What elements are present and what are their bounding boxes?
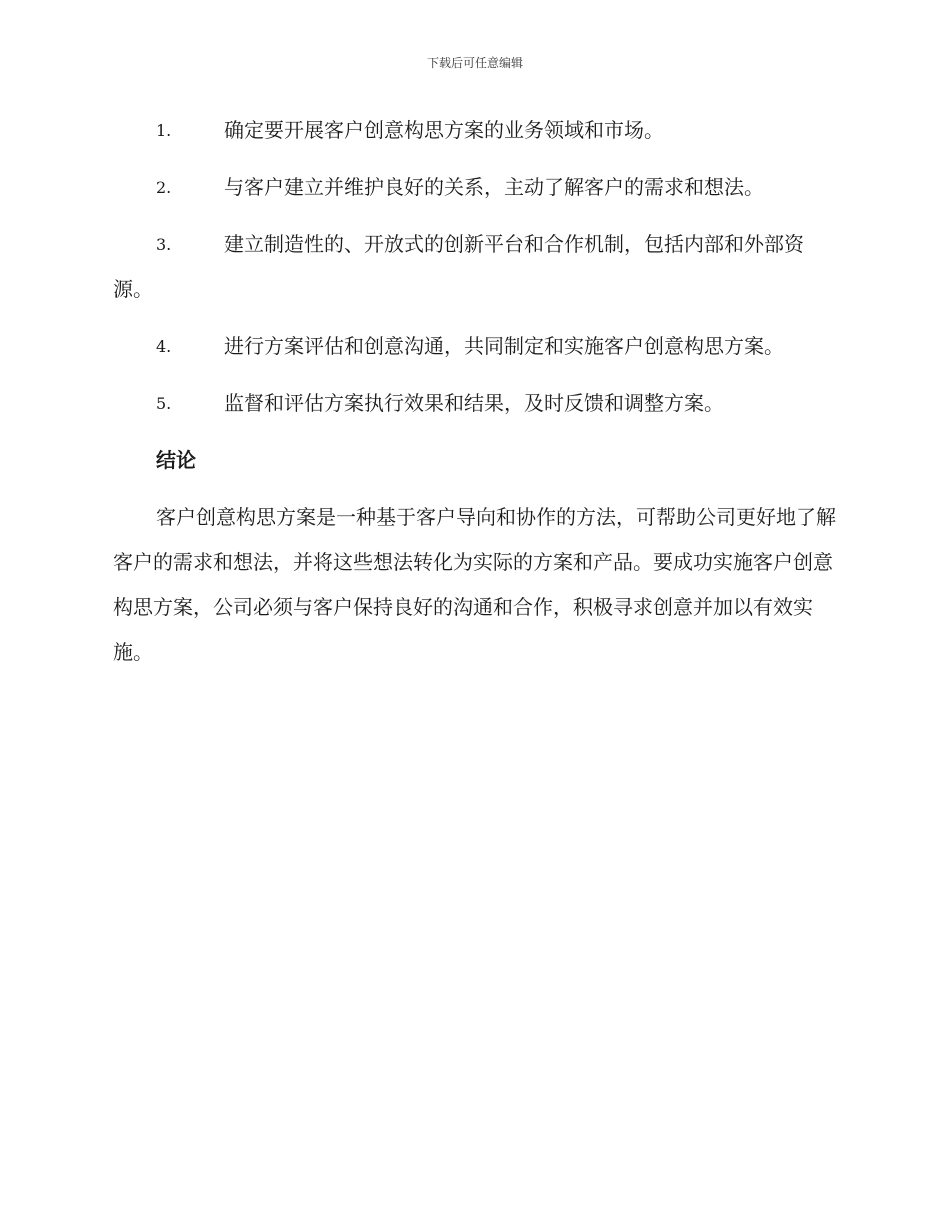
- list-number: 5.: [156, 394, 172, 413]
- conclusion-heading: 结论: [156, 448, 196, 472]
- list-number: 1.: [156, 121, 172, 140]
- list-number: 2.: [156, 178, 172, 197]
- list-item: [113, 222, 838, 312]
- page-header: 下载后可任意编辑: [426, 56, 523, 70]
- list-item: [113, 165, 838, 210]
- list-number: 3.: [156, 235, 172, 254]
- list-text: 监督和评估方案执行效果和结果，及时反馈和调整方案。: [224, 391, 724, 415]
- list-item: [113, 324, 838, 369]
- document-body: [113, 108, 838, 675]
- list-number: 4.: [156, 337, 172, 356]
- list-text: 进行方案评估和创意沟通，共同制定和实施客户创意构思方案。: [224, 334, 784, 358]
- list-item: [113, 381, 838, 426]
- conclusion-paragraph: 客户创意构思方案是一种基于客户导向和协作的方法，可帮助公司更好地了解客户的需求和想法，并将这些想法转化为实际的方案和产品。要成功实施客户创意构思方案，公司必须与客户保持良好的沟通和合作，积极寻求创意并加以有效实施。: [113, 505, 836, 664]
- list-text: 与客户建立并维护良好的关系，主动了解客户的需求和想法。: [224, 175, 764, 199]
- list-text: 确定要开展客户创意构思方案的业务领域和市场。: [224, 118, 664, 142]
- list-item: [113, 108, 838, 153]
- list-text: 建立制造性的、开放式的创新平台和合作机制，包括内部和外部资源。: [113, 232, 804, 301]
